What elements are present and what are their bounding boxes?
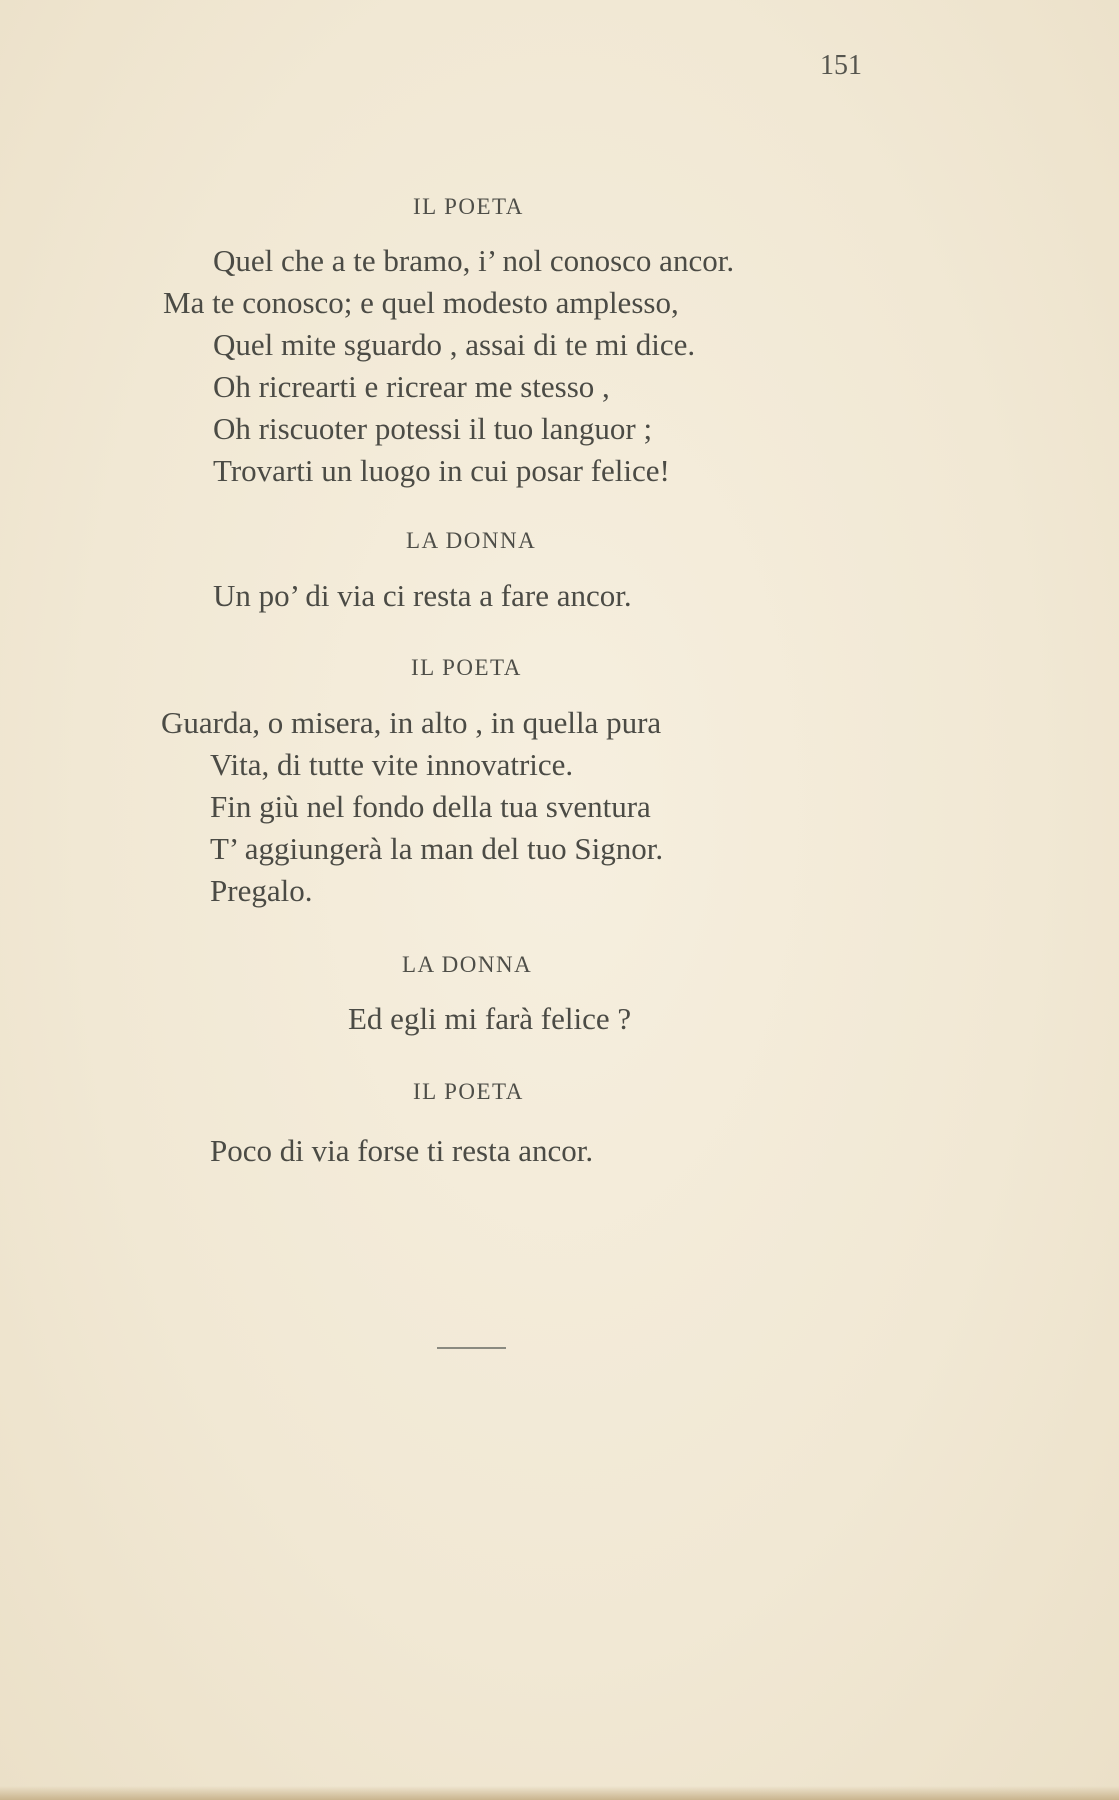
verse-line: Quel che a te bramo, i’ nol conosco ancor.	[213, 243, 735, 278]
speaker-label: IL POETA	[413, 1079, 524, 1104]
verse-line: Pregalo.	[210, 873, 313, 908]
verse-line: Guarda, o misera, in alto , in quella pura	[161, 705, 662, 740]
verse-line: Fin giù nel fondo della tua sventura	[210, 789, 651, 824]
verse-line: Trovarti un luogo in cui posar felice!	[213, 453, 670, 488]
verse-line: Vita, di tutte vite innovatrice.	[210, 747, 574, 782]
verse-line: Un po’ di via ci resta a fare ancor.	[213, 578, 632, 613]
page-number: 151	[820, 50, 862, 81]
verse-line: Ma te conosco; e quel modesto amplesso,	[163, 285, 679, 320]
verse-line: Oh riscuoter potessi il tuo languor ;	[213, 411, 653, 446]
speaker-label: LA DONNA	[406, 528, 537, 553]
speaker-label: IL POETA	[411, 655, 522, 680]
verse-line: Oh ricrearti e ricrear me stesso ,	[213, 369, 610, 404]
verse-line: Quel mite sguardo , assai di te mi dice.	[213, 327, 696, 362]
verse-line: Poco di via forse ti resta ancor.	[210, 1133, 594, 1168]
speaker-label: IL POETA	[413, 194, 524, 219]
verse-line: T’ aggiungerà la man del tuo Signor.	[210, 831, 664, 866]
end-rule	[437, 1347, 506, 1349]
speaker-label: LA DONNA	[402, 952, 533, 977]
verse-line: Ed egli mi farà felice ?	[348, 1001, 632, 1036]
